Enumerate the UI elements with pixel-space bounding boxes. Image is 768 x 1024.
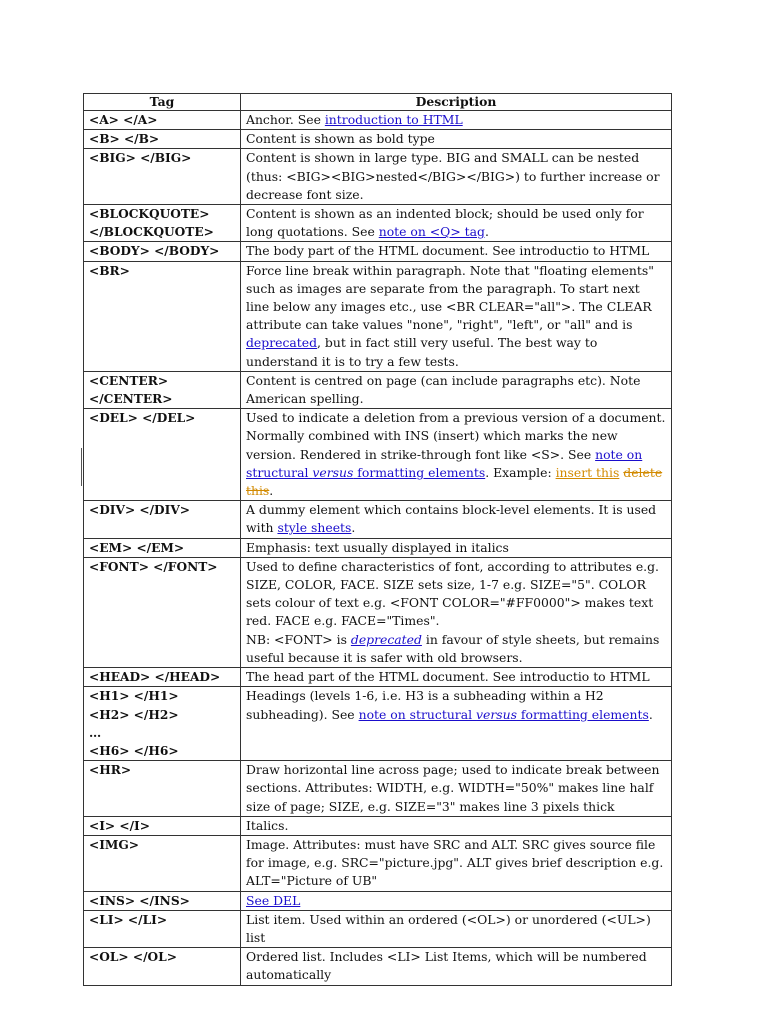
tag-cell: <HR> [84,761,241,817]
tag-cell: <BLOCKQUOTE> </BLOCKQUOTE> [84,205,241,242]
tag-cell: <IMG> [84,835,241,891]
table-row [84,242,672,261]
description-cell: Italics. [241,816,672,835]
table-row [84,557,672,667]
description-cell: Content is shown as an indented block; should be used only for long quotations. See note on <Q> tag. [241,205,672,242]
tag-cell: <A> </A> [84,111,241,130]
table-row [84,261,672,371]
table-row [84,816,672,835]
table-row [84,948,672,985]
tag-cell: <DEL> </DEL> [84,409,241,501]
introduction-link[interactable]: introduction to HTML [324,112,463,127]
tag-cell: <B> </B> [84,130,241,149]
tag-cell: <BODY> </BODY> [84,242,241,261]
tag-cell: <H1> </H1> <H2> </H2> … <H6> </H6> [84,687,241,761]
tag-cell: <HEAD> </HEAD> [84,668,241,687]
table-row [84,761,672,817]
description-cell: Ordered list. Includes <LI> List Items, which will be numbered automatically [241,948,672,985]
insert-example: insert this [555,464,620,480]
deprecated-link[interactable]: deprecated [246,335,318,351]
description-cell: List item. Used within an ordered (<OL>) or unordered (<UL>) list [241,910,672,947]
see-del-link[interactable]: See DEL [246,892,301,908]
q-tag-note-link[interactable]: note on <Q> tag [378,224,485,240]
description-cell: The head part of the HTML document. See introductio to HTML [241,668,672,687]
table-row [84,668,672,687]
table-header-row [84,94,672,111]
html-tags-table [83,93,672,986]
tag-cell: <DIV> </DIV> [84,501,241,538]
change-bar [81,448,82,486]
description-cell: Anchor. See introduction to HTML [241,111,672,130]
tag-cell: <OL> </OL> [84,948,241,985]
table-row [84,501,672,538]
description-cell [241,891,672,910]
delete-example: delete this [246,464,663,499]
description-cell: A dummy element which contains block-level elements. It is used with style sheets. [241,501,672,538]
tag-cell: <EM> </EM> [84,538,241,557]
description-cell: Force line break within paragraph. Note that "floating elements" such as images are separate from the paragraph. To start next line below any images etc., use <BR CLEAR="all">. The CLEAR attribute can take values "none", "right", "left", or "all" and is deprecated, but in fact still very useful. The best way to understand it is to try a few tests. [241,261,672,371]
table-row [84,130,672,149]
structural-formatting-link[interactable]: note on structural versus formatting elements [358,706,649,722]
description-cell: The body part of the HTML document. See introductio to HTML [241,242,672,261]
tag-column-header: Tag [84,94,241,111]
table-row [84,409,672,501]
deprecated-link[interactable]: deprecated [350,631,422,647]
table-row [84,687,672,761]
tag-cell: <FONT> </FONT> [84,557,241,667]
table-row [84,205,672,242]
description-cell: Image. Attributes: must have SRC and ALT. SRC gives source file for image, e.g. SRC="picture.jpg". ALT gives brief description e.g. ALT="Picture of UB" [241,835,672,891]
description-cell: Content is shown as bold type [241,130,672,149]
description-cell: Draw horizontal line across page; used to indicate break between sections. Attributes: WIDTH, e.g. WIDTH="50%" makes line half size of page; SIZE, e.g. SIZE="3" makes line 3 pixels thick [241,761,672,817]
table-row [84,910,672,947]
description-cell: Used to define characteristics of font, according to attributes e.g. SIZE, COLOR, FACE. SIZE sets size, 1-7 e.g. SIZE="5". COLOR sets colour of text e.g. <FONT COLOR="#FF0000"> makes text red. FACE e.g. FACE="Times". NB: <FONT> is deprecated in favour of style sheets, but remains useful because it is safer with old browsers. [241,557,672,667]
description-column-header: Description [241,94,672,111]
table-row [84,835,672,891]
structural-formatting-link[interactable]: note on structural versus formatting elements [246,446,643,480]
tag-cell: <I> </I> [84,816,241,835]
tag-cell: <BR> [84,261,241,371]
table-row [84,891,672,910]
tag-cell: <CENTER> </CENTER> [84,371,241,408]
tag-cell: <LI> </LI> [84,910,241,947]
tag-cell: <INS> </INS> [84,891,241,910]
tag-cell: <BIG> </BIG> [84,149,241,205]
description-cell: Used to indicate a deletion from a previous version of a document. Normally combined with INS (insert) which marks the new version. Rendered in strike-through font like <S>. See note on structural versus formatting elements. Example: insert this delete this. [241,409,672,501]
description-cell: Emphasis: text usually displayed in italics [241,538,672,557]
table-row [84,149,672,205]
description-cell: Content is centred on page (can include paragraphs etc). Note American spelling. [241,371,672,408]
table-row [84,538,672,557]
style-sheets-link[interactable]: style sheets [277,520,352,536]
description-cell: Content is shown in large type. BIG and SMALL can be nested (thus: <BIG><BIG>nested</BIG></BIG>) to further increase or decrease font size. [241,149,672,205]
table-row [84,371,672,408]
description-cell: Headings (levels 1-6, i.e. H3 is a subheading within a H2 subheading). See note on structural versus formatting elements. [241,687,672,761]
table-row [84,111,672,130]
